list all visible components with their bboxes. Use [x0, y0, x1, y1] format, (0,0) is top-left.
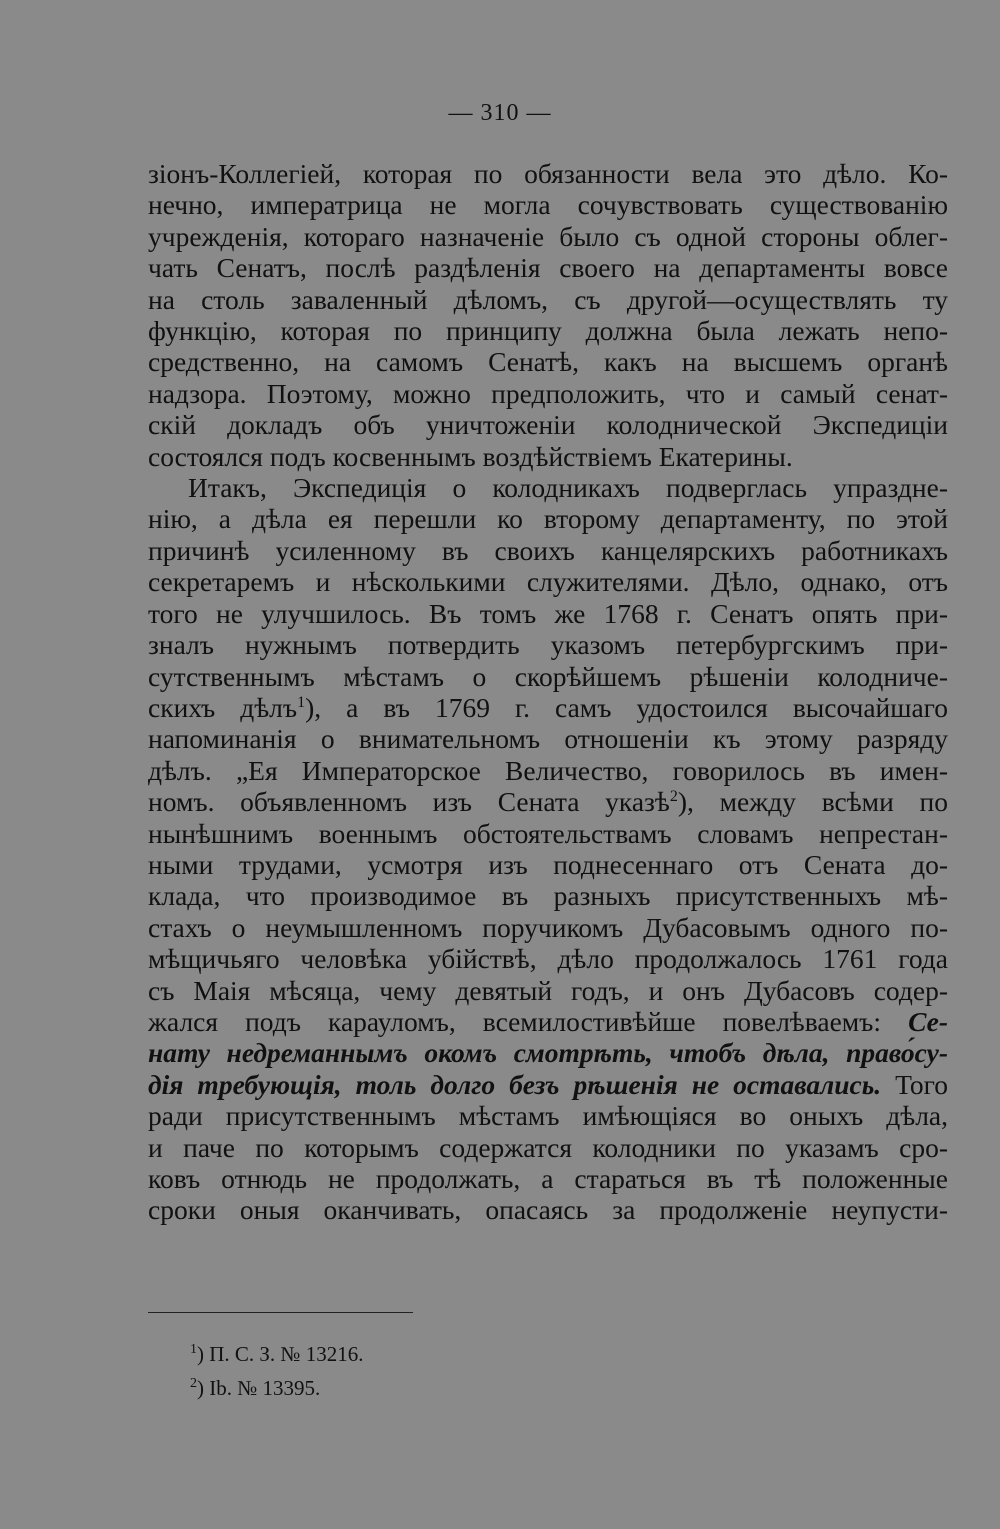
text-line: дѣлъ. „Ея Императорское Величество, говорилось въ имен-	[148, 754, 948, 786]
italic-segment: дiя требующiя, толь долго безъ рѣшенiя не оставались.	[148, 1068, 882, 1100]
text-line: зiонъ-Коллегiей, которая по обязанности вела это дѣло. Ко-	[148, 158, 948, 189]
footnote-text: ) П. С. З. № 13216.	[197, 1342, 364, 1366]
text-segment: Того	[895, 1068, 948, 1100]
text-line: нiю, а дѣла ея перешли ко второму департаменту, по этой	[148, 503, 948, 535]
text-line: на столь заваленный дѣломъ, съ другой—осуществлять ту	[148, 283, 948, 315]
text-line: и паче по которымъ содержатся колодники по указамъ сро-	[148, 1131, 948, 1163]
italic-segment: Се-	[908, 1005, 948, 1037]
text-line: скiй докладъ объ уничтоженiи колоднической Экспедицiи	[148, 409, 948, 441]
footnote-ref: 2	[669, 787, 678, 805]
italic-line	[148, 1037, 948, 1068]
italic-segment: нату недреманнымъ окомъ смотрѣть, чтобъ дѣла, право́су-	[148, 1037, 948, 1069]
text-line: ными трудами, усмотря изъ поднесеннаго отъ Сената до-	[148, 848, 948, 880]
text-line: напоминанiя о внимательномъ отношенiи къ этому разряду	[148, 723, 948, 755]
text-segment: жался подъ карауломъ, всемилостивѣйше повелѣваемъ:	[148, 1005, 882, 1037]
footnote	[190, 1369, 363, 1403]
text-line: функцiю, которая по принципу должна была лежать непо-	[148, 315, 948, 347]
text-segment: ), а въ 1769 г. самъ удостоился высочайшаго	[305, 691, 948, 723]
text-line: средственно, на самомъ Сенатѣ, какъ на высшемъ органѣ	[148, 346, 948, 378]
text-line-with-ref	[148, 786, 948, 817]
text-line: нечно, императрица не могла сочувствовать существованiю	[148, 189, 948, 221]
body-text	[148, 158, 948, 1226]
text-line: ради присутственнымъ мѣстамъ имѣющiяся во оныхъ дѣла,	[148, 1100, 948, 1132]
text-line-with-italic	[148, 1069, 948, 1100]
text-line-with-ref	[148, 692, 948, 723]
text-line: съ Маiя мѣсяца, чему девятый годъ, и онъ Дубасовъ содер-	[148, 974, 948, 1006]
text-segment: ), между всѣми по	[677, 786, 948, 818]
text-line: Итакъ, Экспедицiя о колодникахъ подверглась упраздне-	[188, 472, 948, 504]
text-line-with-italic	[148, 1006, 948, 1037]
text-line: причинѣ усиленному въ своихъ канцелярскихъ работникахъ	[148, 534, 948, 566]
footnote	[190, 1335, 363, 1369]
text-line: ковъ отнюдь не продолжать, а стараться въ тѣ положенные	[148, 1163, 948, 1194]
text-line: надзора. Поэтому, можно предположить, что и самый сенат-	[148, 377, 948, 409]
text-line: мѣщичьяго человѣка убiйствѣ, дѣло продолжалось 1761 года	[148, 943, 948, 975]
text-line: того не улучшилось. Въ томъ же 1768 г. Сенатъ опять при-	[148, 597, 948, 629]
text-line: нынѣшнимъ военнымъ обстоятельствамъ словамъ непрестан-	[148, 817, 948, 849]
footnote-mark: 2	[190, 1376, 197, 1391]
text-line: секретаремъ и нѣсколькими служителями. Дѣло, однако, отъ	[148, 566, 948, 598]
footnote-mark: 1	[190, 1342, 197, 1357]
text-line: зналъ нужнымъ потвердить указомъ петербургскимъ при-	[148, 629, 948, 661]
text-line: стахъ о неумышленномъ поручикомъ Дубасовымъ одного по-	[148, 911, 948, 943]
footnote-ref: 1	[297, 693, 306, 711]
text-segment: номъ. объявленномъ изъ Сената указѣ	[148, 786, 670, 818]
text-line: клада, что производимое въ разныхъ присутственныхъ мѣ-	[148, 880, 948, 912]
footnote-text: ) Ib. № 13395.	[197, 1376, 321, 1400]
page-number: — 310 —	[448, 100, 552, 126]
text-line: сроки оныя оканчивать, опасаясь за продолженiе неупусти-	[148, 1194, 948, 1226]
footnotes	[190, 1335, 363, 1403]
text-line: состоялся подъ косвеннымъ воздѣйствiемъ Екатерины.	[148, 440, 793, 472]
footnote-divider	[148, 1312, 413, 1313]
text-segment: скихъ дѣлъ	[148, 691, 298, 723]
text-line: сутственнымъ мѣстамъ о скорѣйшемъ рѣшенiи колодниче-	[148, 660, 948, 692]
text-line: учрежденiя, котораго назначенiе было съ одной стороны облег-	[148, 220, 948, 252]
text-line: чать Сенатъ, послѣ раздѣленiя своего на департаменты вовсе	[148, 252, 948, 284]
